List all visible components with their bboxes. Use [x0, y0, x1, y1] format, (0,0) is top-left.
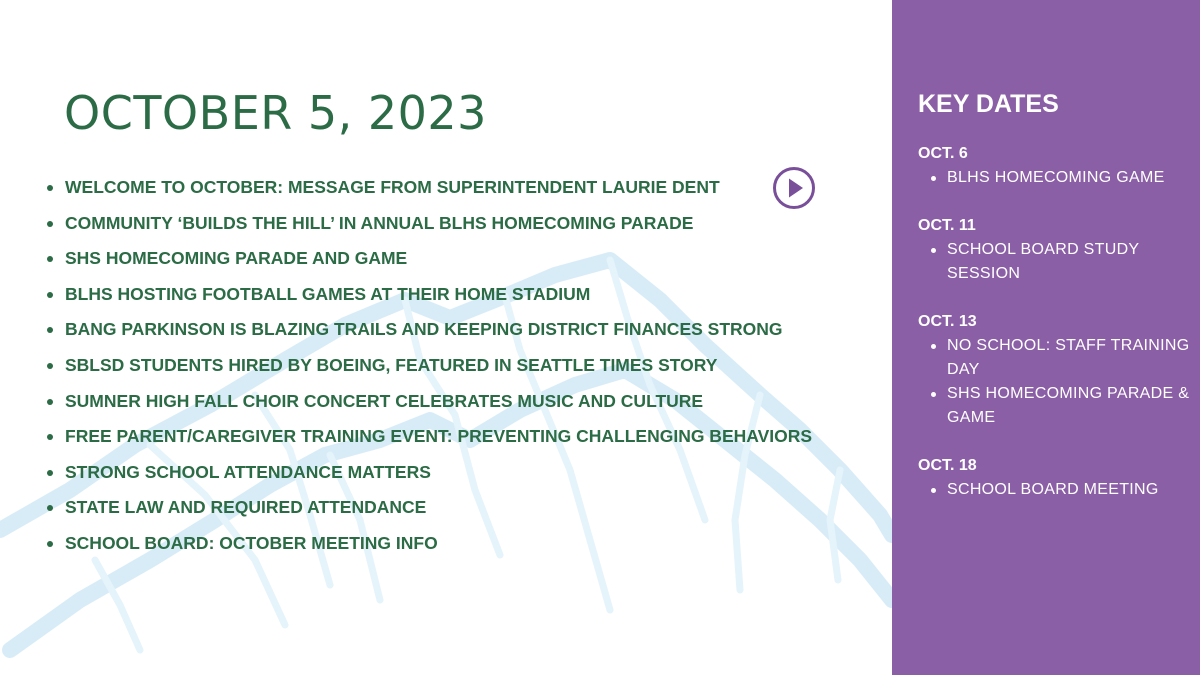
- play-circle-icon: [772, 166, 816, 210]
- event-item: [918, 166, 1198, 190]
- bullet-icon: [47, 470, 53, 476]
- event-item: [918, 382, 1198, 430]
- headline-label[interactable]: SBLSD STUDENTS HIRED BY BOEING, FEATURED IN SEATTLE TIMES STORY: [65, 354, 718, 375]
- headline-item[interactable]: [44, 455, 812, 491]
- headline-label[interactable]: BLHS HOSTING FOOTBALL GAMES AT THEIR HOME STADIUM: [65, 283, 591, 304]
- bullet-icon: [931, 344, 936, 349]
- headline-label[interactable]: COMMUNITY ‘BUILDS THE HILL’ IN ANNUAL BLHS HOMECOMING PARADE: [65, 212, 694, 233]
- event-label: SHS HOMECOMING PARADE & GAME: [947, 385, 1190, 426]
- bullet-icon: [47, 363, 53, 369]
- event-list: [918, 166, 1198, 190]
- bullet-icon: [47, 221, 53, 227]
- date-label: OCT. 18: [918, 457, 977, 474]
- key-dates-sidebar: [892, 0, 1200, 675]
- bullet-icon: [47, 256, 53, 262]
- headline-label[interactable]: BANG PARKINSON IS BLAZING TRAILS AND KEEPING DISTRICT FINANCES STRONG: [65, 319, 783, 340]
- headline-item[interactable]: [44, 419, 812, 455]
- headline-label[interactable]: WELCOME TO OCTOBER: MESSAGE FROM SUPERINTENDENT LAURIE DENT: [65, 177, 720, 197]
- headline-item[interactable]: [44, 312, 812, 348]
- bullet-icon: [47, 541, 53, 547]
- date-label: OCT. 13: [918, 313, 977, 330]
- event-list: [918, 238, 1198, 286]
- event-item: [918, 238, 1198, 286]
- date-label: OCT. 6: [918, 145, 968, 162]
- date-group: [918, 310, 1198, 430]
- event-item: [918, 334, 1198, 382]
- headline-item[interactable]: [44, 170, 812, 206]
- headline-label[interactable]: FREE PARENT/CAREGIVER TRAINING EVENT: PREVENTING CHALLENGING BEHAVIORS: [65, 426, 813, 447]
- bullet-icon: [47, 505, 53, 511]
- date-group: [918, 142, 1198, 190]
- headline-item[interactable]: [44, 206, 812, 242]
- date-group: [918, 454, 1198, 502]
- bullet-icon: [47, 434, 53, 440]
- event-list: [918, 478, 1198, 502]
- headline-label[interactable]: STRONG SCHOOL ATTENDANCE MATTERS: [65, 461, 431, 482]
- event-label: NO SCHOOL: STAFF TRAINING DAY: [947, 337, 1190, 378]
- event-label: SCHOOL BOARD MEETING: [947, 481, 1159, 498]
- headline-label[interactable]: SHS HOMECOMING PARADE AND GAME: [65, 248, 408, 269]
- play-video-button[interactable]: [772, 166, 816, 210]
- event-label: SCHOOL BOARD STUDY SESSION: [947, 241, 1140, 282]
- headline-list: [44, 170, 812, 562]
- headline-item[interactable]: [44, 384, 812, 420]
- page-title: OCTOBER 5, 2023: [64, 86, 487, 140]
- headline-label[interactable]: STATE LAW AND REQUIRED ATTENDANCE: [65, 497, 427, 518]
- sidebar-title: KEY DATES: [918, 90, 1059, 118]
- event-item: [918, 478, 1198, 502]
- headline-item[interactable]: [44, 490, 812, 526]
- headline-item[interactable]: [44, 526, 812, 562]
- bullet-icon: [931, 248, 936, 253]
- bullet-icon: [47, 327, 53, 333]
- date-group: [918, 214, 1198, 286]
- bullet-icon: [47, 185, 53, 191]
- bullet-icon: [931, 392, 936, 397]
- event-label: BLHS HOMECOMING GAME: [947, 169, 1165, 186]
- bullet-icon: [931, 176, 936, 181]
- headline-item[interactable]: [44, 348, 812, 384]
- event-list: [918, 334, 1198, 430]
- bullet-icon: [47, 292, 53, 298]
- bullet-icon: [47, 399, 53, 405]
- bullet-icon: [931, 488, 936, 493]
- date-label: OCT. 11: [918, 217, 976, 234]
- headline-item[interactable]: [44, 241, 812, 277]
- key-dates-list: [918, 142, 1198, 526]
- headline-label[interactable]: SUMNER HIGH FALL CHOIR CONCERT CELEBRATES MUSIC AND CULTURE: [65, 390, 704, 411]
- headline-label[interactable]: SCHOOL BOARD: OCTOBER MEETING INFO: [65, 532, 438, 553]
- headline-item[interactable]: [44, 277, 812, 313]
